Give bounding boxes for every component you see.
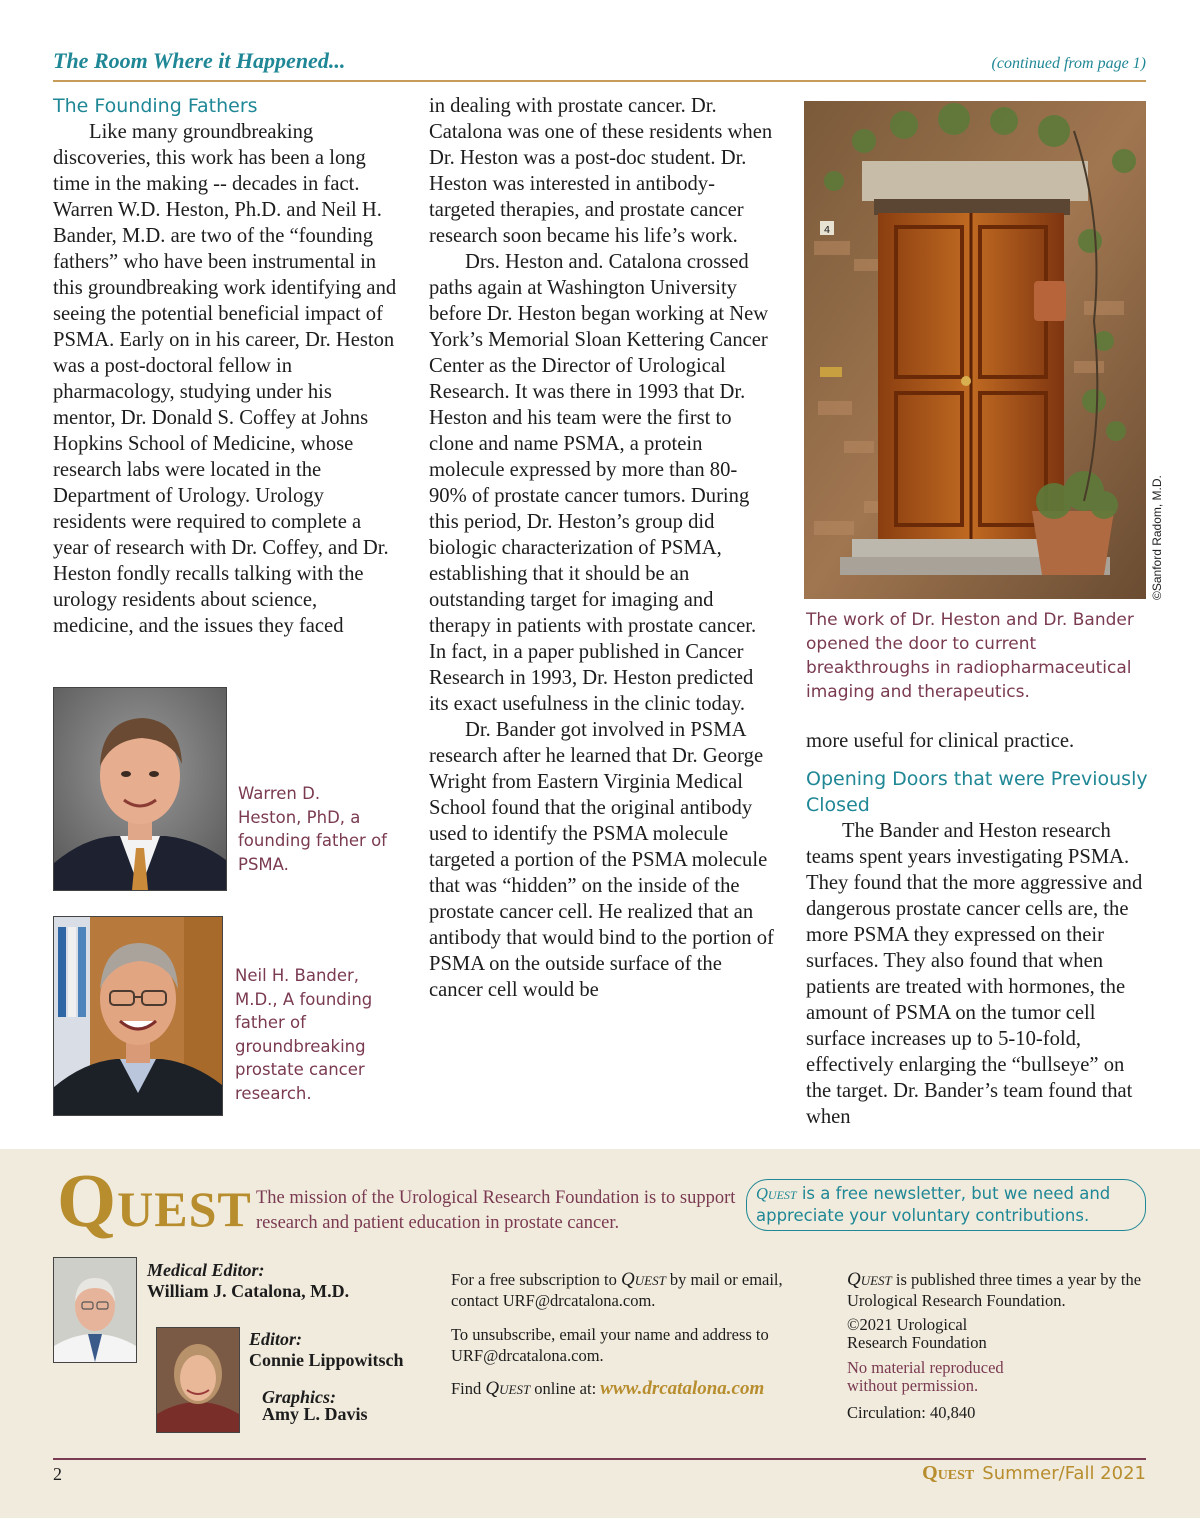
medical-editor-role: Medical Editor: — [147, 1260, 265, 1280]
circulation: Circulation: 40,840 — [847, 1403, 976, 1422]
subscription-info: For a free subscription to Quest by mail or email, contact URF@drcatalona.com. — [451, 1269, 783, 1310]
quest-wordmark: Quest — [621, 1269, 666, 1290]
logo-q: Q — [57, 1159, 118, 1243]
lippowitsch-photo — [156, 1327, 240, 1433]
heston-caption: Warren D. Heston, PhD, a founding father of PSMA. — [238, 784, 387, 874]
paragraph: more useful for clinical practice. — [806, 730, 1075, 752]
door-caption: The work of Dr. Heston and Dr. Bander opened the door to current breakthroughs in radiopharmaceutical imaging and therapeutics. — [806, 610, 1134, 702]
donation-callout-text: Quest is a free newsletter, but we need and appreciate your voluntary contributions. — [756, 1184, 1111, 1225]
paragraph: The Bander and Heston research teams spent years investigating PSMA. They found that the more aggressive and dangerous prostate cancer cells are, the more PSMA they expressed on their surfaces. They also found that when patients are treated with hormones, the amount of PSMA on the tumor cell surface increases up to 5-10-fold, effectively enlarging the “bullseye” on the target. Dr. Bander’s team found that when — [806, 820, 1143, 1128]
paragraph: Drs. Heston and. Catalona crossed paths again at Washington University before Dr. Heston began working at New York’s Memorial Sloan Kettering Cancer Center as the Director of Urological Research. It was there in 1993 that Dr. Heston and his team were the first to clone and name PSMA, a protein molecule expressed by more than 80-90% of prostate cancer tumors. During this period, Dr. Heston’s group did biologic characterization of PSMA, establishing that it should be an outstanding target for imaging and therapy in patients with prostate cancer. In fact, in a paper published in Cancer Research in 1993, Dr. Heston predicted its exact usefulness in the clinic today. — [429, 251, 769, 715]
photo-credit: ©Sanford Radom, M.D. — [1150, 475, 1164, 600]
paragraph: in dealing with prostate cancer. Dr. Catalona was one of these residents when Dr. Heston was a post-doc student. Dr. Heston was interested in antibody-targeted therapies, and prostate cancer research soon became his life’s work. — [429, 95, 773, 247]
continued-note: (continued from page 1) — [991, 55, 1146, 72]
website-link[interactable]: www.drcatalona.com — [600, 1378, 765, 1399]
header-divider — [53, 80, 1146, 82]
logo-rest: UEST — [117, 1181, 252, 1237]
issue-label — [922, 1462, 1146, 1485]
medical-editor-name: William J. Catalona, M.D. — [147, 1281, 350, 1301]
quest-wordmark: Quest — [847, 1269, 892, 1290]
article-column-2 — [429, 93, 774, 1003]
section-title: The Room Where it Happened... — [53, 48, 346, 73]
subheading-founding-fathers: The Founding Fathers — [53, 95, 258, 117]
paragraph: Dr. Bander got involved in PSMA research after he learned that Dr. George Wright from Eastern Virginia Medical School found that the original antibody used to identify the PSMA molecule targeted a portion of the PSMA molecule that was “hidden” on the inside of the prostate cancer cell. He realized that an antibody that would bind to the portion of PSMA on the outside surface of the cancer cell would be — [429, 719, 774, 1001]
house-number: 4 — [823, 225, 831, 236]
page-number: 2 — [53, 1464, 62, 1484]
quest-logo — [57, 1159, 252, 1243]
door-photo — [804, 101, 1146, 599]
bander-photo — [53, 916, 223, 1116]
copyright: ©2021 Urological Research Foundation — [847, 1315, 987, 1352]
catalona-photo — [53, 1257, 137, 1363]
quest-wordmark: Quest — [485, 1378, 531, 1399]
quest-wordmark: Quest — [922, 1462, 975, 1484]
article-column-1 — [53, 93, 398, 639]
website-info: Find Quest online at: www.drcatalona.com — [451, 1378, 765, 1399]
publication-info: Quest is published three times a year by the Urological Research Foundation. — [847, 1269, 1142, 1310]
mission-statement: The mission of the Urological Research Foundation is to support research and patient education in prostate cancer. — [256, 1188, 736, 1233]
bander-caption: Neil H. Bander, M.D., A founding father of groundbreaking prostate cancer research. — [235, 966, 373, 1103]
editor-credit — [249, 1329, 404, 1371]
editor-name: Connie Lippowitsch — [249, 1350, 404, 1370]
issue-date: Summer/Fall 2021 — [982, 1463, 1146, 1484]
reproduction-notice: No material reproduced without permission. — [847, 1358, 1004, 1395]
editor-role: Editor: — [249, 1329, 303, 1349]
graphics-role: Graphics: — [262, 1387, 337, 1407]
heston-photo — [53, 687, 227, 891]
graphics-name: Amy L. Davis — [262, 1404, 368, 1424]
article-column-3 — [806, 728, 1151, 1130]
quest-wordmark: Quest — [756, 1184, 797, 1203]
graphics-credit — [262, 1387, 368, 1425]
footer-divider — [53, 1458, 1146, 1460]
subheading-opening-doors: Opening Doors that were Previously Closed — [806, 768, 1148, 816]
medical-editor-credit — [147, 1260, 349, 1302]
paragraph: Like many groundbreaking discoveries, this work has been a long time in the making -- decades in fact. Warren W.D. Heston, Ph.D. and Neil H. Bander, M.D. are two of the “founding fathers” who have been instrumental in this groundbreaking work identifying and seeing the potential beneficial impact of PSMA. Early on in his career, Dr. Heston was a post-doctoral fellow in pharmacology, studying under his mentor, Dr. Donald S. Coffey at Johns Hopkins School of Medicine, whose research labs were located in the Department of Urology. Urology residents were required to complete a year of research with Dr. Coffey, and Dr. Heston fondly recalls talking with the urology residents about science, medicine, and the issues they faced — [53, 121, 397, 637]
unsubscribe-info: To unsubscribe, email your name and address to URF@drcatalona.com. — [451, 1325, 769, 1365]
